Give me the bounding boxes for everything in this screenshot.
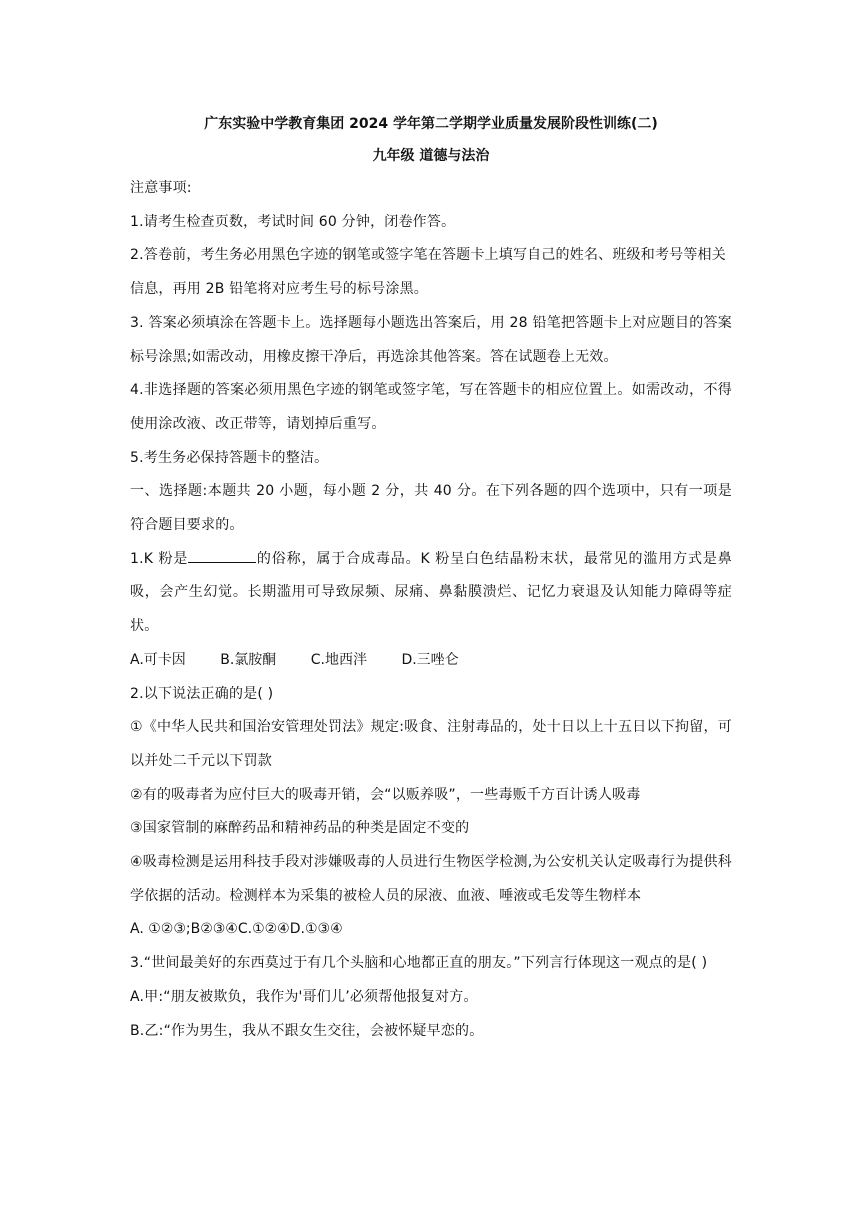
question-1-stem-start: 1.K 粉是	[130, 550, 189, 567]
question-2-stem: 2.以下说法正确的是( )	[130, 685, 274, 702]
section-heading: 一、选择题:本题共 20 小题，每小题 2 分，共 40 分。在下列各题的四个选项中，只有一项是符合题目要求的。	[130, 483, 732, 534]
notice-section	[130, 172, 732, 475]
question-2-statement-1: ①《中华人民共和国治安管理处罚法》规定:吸食、注射毒品的，处十日以上十五日以下拘留，可以并处二千元以下罚款	[130, 719, 732, 769]
question-1-stem-end: 的俗称，属于合成毒品。K 粉呈白色结晶粉末状，最常见的滥用方式是鼻吸，会产生幻觉。长期滥用可导致尿频、尿痛、鼻黏膜溃烂、记忆力衰退及认知能力障碍等症状。	[130, 550, 732, 635]
question-2-statement-2: ②有的吸毒者为应付巨大的吸毒开销，会“以贩养吸”，一些毒贩千方百计诱人吸毒	[130, 786, 641, 803]
notice-item-2-cont: 信息，再用 2B 铅笔将对应考生号的标号涂黑。	[130, 281, 429, 298]
question-3-option-b: B.乙:“作为男生，我从不跟女生交往，会被怀疑早恋的。	[130, 1022, 484, 1039]
option-a: A.可卡因	[130, 651, 186, 668]
question-3	[130, 947, 732, 1048]
question-3-stem: 3.“世间最美好的东西莫过于有几个头脑和心地都正直的朋友。”下列言行体现这一观点的是( )	[130, 955, 708, 972]
question-1-options	[130, 644, 732, 678]
notice-item-3: 3. 答案必须填涂在答题卡上。选择题每小题选出答案后，用 28 铅笔把答题卡上对应题目的答案标号涂黑;如需改动，用橡皮擦干净后，再选涂其他答案。答在试题卷上无效。	[130, 314, 732, 365]
question-1	[130, 543, 732, 678]
question-2-statement-3: ③国家管制的麻醉药品和精神药品的种类是固定不变的	[130, 820, 470, 837]
exam-content	[130, 110, 732, 1048]
option-c: C.地西泮	[310, 651, 367, 668]
notice-item-5: 5.考生务必保持答题卡的整洁。	[130, 449, 329, 466]
option-b: B.氯胺酮	[220, 651, 277, 668]
question-2	[130, 678, 732, 948]
exam-title: 广东实验中学教育集团 2024 学年第二学期学业质量发展阶段性训练(二)	[204, 116, 658, 132]
question-2-options: A. ①②③;B②③④C.①②④D.①③④	[130, 921, 343, 938]
option-d: D.三唑仑	[401, 651, 459, 668]
question-2-statement-4: ④吸毒检测是运用科技手段对涉嫌吸毒的人员进行生物医学检测,为公安机关认定吸毒行为提供科学依据的活动。检测样本为采集的被检人员的尿液、血液、唾液或毛发等生物样本	[130, 854, 732, 904]
question-1-stem	[130, 543, 732, 644]
notice-item-4: 4.非选择题的答案必须用黑色字迹的钢笔或签字笔，写在答题卡的相应位置上。如需改动，不得使用涂改液、改正带等，请划掉后重写。	[130, 382, 732, 432]
answer-blank	[188, 546, 256, 563]
notice-item-1: 1.请考生检查页数，考试时间 60 分钟，闭卷作答。	[130, 213, 456, 230]
notice-heading: 注意事项:	[130, 180, 192, 196]
question-3-option-a: A.甲:“朋友被欺负，我作为'哥们儿’必须帮他报复对方。	[130, 988, 478, 1005]
notice-item-2: 2.答卷前，考生务必用黑色字迹的钢笔或签字笔在答题卡上填写自己的姓名、班级和考号等相关	[130, 247, 726, 264]
exam-subject: 九年级 道德与法治	[372, 148, 490, 164]
